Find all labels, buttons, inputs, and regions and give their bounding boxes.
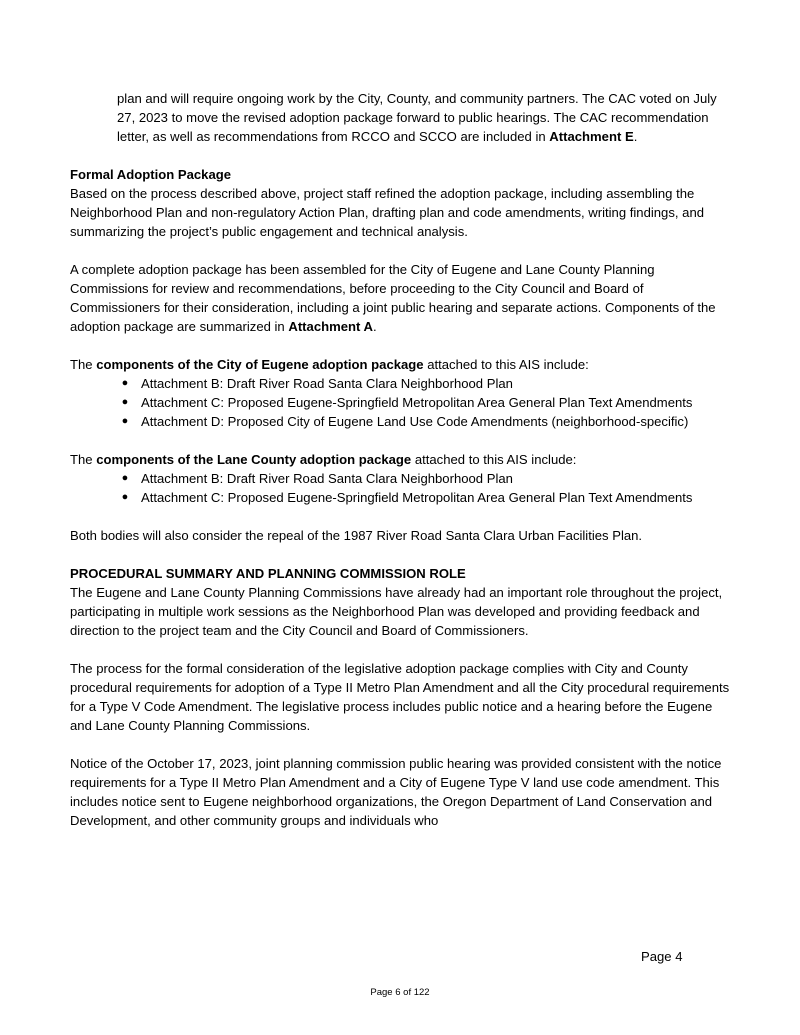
procedural-paragraph-2: The process for the formal consideration of the legislative adoption package complies with City and County procedural requirements for adoption of a Type II Metro Plan Amendment and all the City procedural requirements for a Type V Code Amendment. The legislative process includes public notice and a hearing before the Eugene and Lane County Planning Commissions.	[70, 661, 730, 733]
eugene-components-intro: The components of the City of Eugene adoption package attached to this AIS include:	[70, 357, 589, 372]
list-item: ● Attachment B: Draft River Road Santa Clara Neighborhood Plan	[141, 374, 735, 393]
attachment-a-reference: Attachment A	[288, 319, 373, 334]
formal-adoption-paragraph-1: Based on the process described above, project staff refined the adoption package, including assembling the Neighborhood Plan and non-regulatory Action Plan, drafting plan and code amendments, writing findings, and summarizing the project’s public engagement and technical analysis.	[70, 186, 705, 239]
bullet-icon: ●	[121, 415, 129, 427]
bullet-icon: ●	[121, 491, 129, 503]
intro-paragraph: plan and will require ongoing work by the City, County, and community partners. The CAC voted on July 27, 2023 to move the revised adoption package forward to public hearings. The CAC recommendation letter, as well as recommendations from RCCO and SCCO are included in Attachment E.	[117, 91, 717, 144]
lane-components-intro: The components of the Lane County adoption package attached to this AIS include:	[70, 452, 577, 467]
attachment-e-reference: Attachment E	[549, 129, 634, 144]
bullet-icon: ●	[121, 396, 129, 408]
formal-adoption-heading: Formal Adoption Package	[70, 167, 232, 182]
document-body	[70, 89, 735, 830]
list-item: ● Attachment C: Proposed Eugene-Springfield Metropolitan Area General Plan Text Amendments	[141, 488, 735, 507]
list-item: ● Attachment B: Draft River Road Santa Clara Neighborhood Plan	[141, 469, 735, 488]
bullet-icon: ●	[121, 377, 129, 389]
page-number-label: Page 4	[641, 949, 683, 964]
pdf-page-footer: Page 6 of 122	[370, 987, 430, 998]
lane-components-list	[70, 469, 735, 507]
formal-adoption-paragraph-2: A complete adoption package has been assembled for the City of Eugene and Lane County Planning Commissions for review and recommendations, before proceeding to the City Council and Board of Commissioners for their consideration, including a joint public hearing and separate actions. Components of the adoption package are summarized in Attachment A.	[70, 262, 716, 334]
list-item: ● Attachment C: Proposed Eugene-Springfield Metropolitan Area General Plan Text Amendments	[141, 393, 735, 412]
repeal-paragraph: Both bodies will also consider the repeal of the 1987 River Road Santa Clara Urban Facilities Plan.	[70, 528, 643, 543]
procedural-paragraph-1: The Eugene and Lane County Planning Commissions have already had an important role throughout the project, participating in multiple work sessions as the Neighborhood Plan was developed and providing feedback and direction to the project team and the City Council and Board of Commissioners.	[70, 585, 723, 638]
procedural-heading: PROCEDURAL SUMMARY AND PLANNING COMMISSION ROLE	[70, 566, 466, 581]
bullet-icon: ●	[121, 472, 129, 484]
list-item: ● Attachment D: Proposed City of Eugene Land Use Code Amendments (neighborhood-specific)	[141, 412, 735, 431]
procedural-paragraph-3: Notice of the October 17, 2023, joint planning commission public hearing was provided consistent with the notice requirements for a Type II Metro Plan Amendment and a City of Eugene Type V land use code amendment. This includes notice sent to Eugene neighborhood organizations, the Oregon Department of Land Conservation and Development, and other community groups and individuals who	[70, 756, 722, 828]
eugene-components-list	[70, 374, 735, 431]
